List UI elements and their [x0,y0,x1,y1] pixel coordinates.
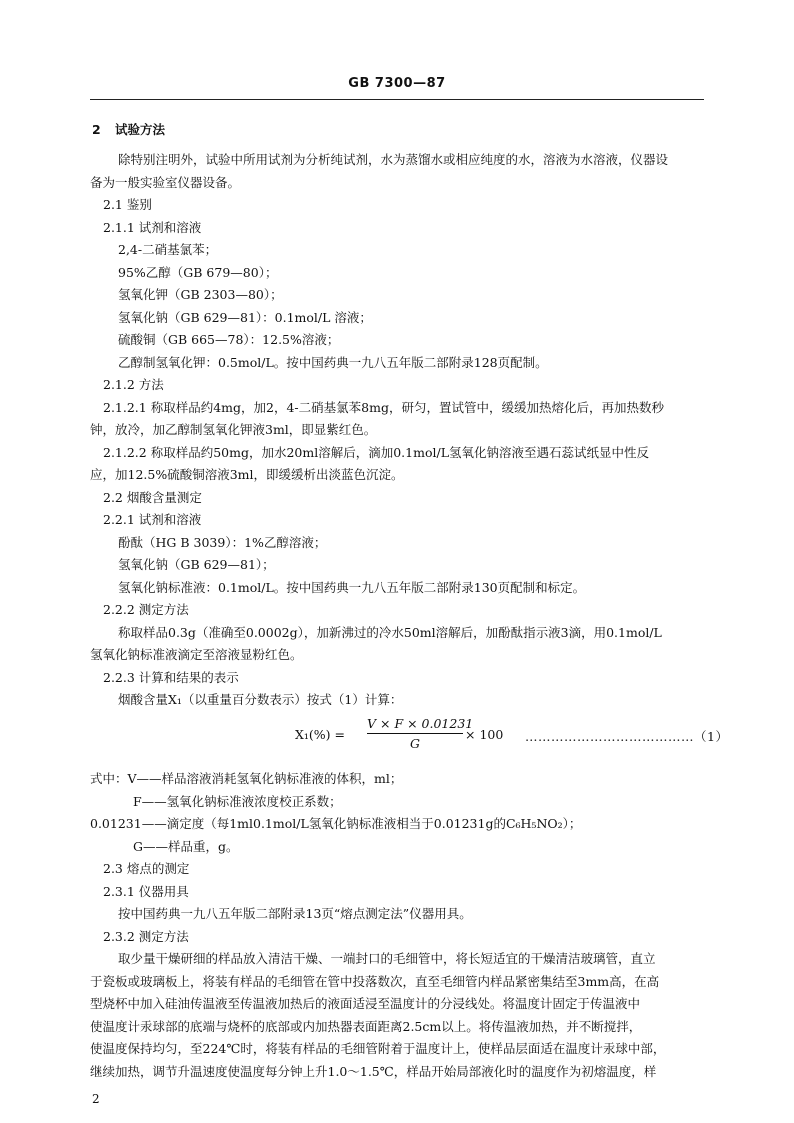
determination-line-2: 氢氧化钠标准液滴定至溶液显粉红色。 [90,647,303,662]
where-line: 式中：V——样品溶液消耗氢氧化钠标准液的体积，ml； [90,771,403,786]
heading-2-3-1: 2.3.1 仪器用具 [103,884,189,899]
section-number: 2 [92,122,101,137]
running-header: GB 7300—87 [348,76,446,91]
reagent-item: 氢氧化钠（GB 629—81）：0.1mol/L 溶液； [118,310,372,325]
reagent-item: 酚酞（HG B 3039）：1%乙醇溶液； [118,535,327,550]
fraction-bar [367,733,463,734]
heading-2-1-1: 2.1.1 试剂和溶液 [103,220,202,235]
procedure-line: 使温度计汞球部的底端与烧杯的底部或内加热器表面距离2.5cm以上。将传温液加热，并不断搅拌， [90,1019,642,1034]
heading-2-1: 2.1 鉴别 [103,197,152,212]
reagent-item: 氢氧化钠标准液：0.1mol/L。按中国药典一九八五年版二部附录130页配制和标定。 [118,580,586,595]
heading-2-2: 2.2 烟酸含量测定 [103,490,202,505]
heading-2-3: 2.3 熔点的测定 [103,861,190,876]
reagent-item: 2,4-二硝基氯苯； [118,242,218,257]
where-line: 0.01231——滴定度（每1ml0.1mol/L氢氧化钠标准液相当于0.01231g的C₆H₅NO₂）； [90,816,582,831]
heading-2-2-1: 2.2.1 试剂和溶液 [103,512,202,527]
formula-lhs: X₁(%) = [295,727,345,742]
procedure-line: 于瓷板或玻璃板上，将装有样品的毛细管在管中投落数次，直至毛细管内样品紧密集结至3mm高，在高 [90,974,660,989]
heading-2-2-2: 2.2.2 测定方法 [103,602,189,617]
intro-line-2: 备为一般实验室仪器设备。 [90,175,241,190]
formula-numerator: V × F × 0.01231 [367,716,474,731]
reagent-item: 硫酸铜（GB 665—78）：12.5%溶液； [118,332,340,347]
formula-1 [295,716,729,760]
page-number: 2 [92,1092,100,1106]
procedure-line: 型烧杯中加入硅油传温液至传温液加热后的液面适浸至温度计的分浸线处。将温度计固定于传温液中 [90,996,641,1011]
method-1-line-2: 钟，放冷，加乙醇制氢氧化钾液3ml，即显紫红色。 [90,422,377,437]
procedure-line: 使温度保持均匀，至224℃时，将装有样品的毛细管附着于温度计上，使样品层面适在温度计汞球中部， [90,1041,666,1056]
where-line: G——样品重，g。 [133,839,239,854]
heading-2-2-3: 2.2.3 计算和结果的表示 [103,670,239,685]
reagent-item: 氢氧化钾（GB 2303—80）； [118,287,283,302]
procedure-line: 取少量干燥研细的样品放入清洁干燥、一端封口的毛细管中，将长短适宜的干燥清洁玻璃管，直立 [118,951,656,966]
reagent-item: 乙醇制氢氧化钾：0.5mol/L。按中国药典一九八五年版二部附录128页配制。 [118,355,548,370]
header-rule [90,99,704,100]
method-2-line-2: 应，加12.5%硫酸铜溶液3ml，即缓缓析出淡蓝色沉淀。 [90,467,404,482]
intro-line-1: 除特别注明外，试验中所用试剂为分析纯试剂，水为蒸馏水或相应纯度的水，溶液为水溶液，仪器设 [118,152,669,167]
method-2-line-1: 2.1.2.2 称取样品约50mg，加水20ml溶解后，滴加0.1mol/L氢氧化钠溶液至遇石蕊试纸显中性反 [103,445,649,460]
section-title: 试验方法 [115,122,166,137]
instrument-text: 按中国药典一九八五年版二部附录13页“熔点测定法”仪器用具。 [118,906,472,921]
formula-denominator: G [410,736,420,751]
heading-2-1-2: 2.1.2 方法 [103,377,164,392]
equation-number: …………………………………（1） [525,729,729,744]
procedure-line: 继续加热，调节升温速度使温度每分钟上升1.0～1.5℃，样品开始局部液化时的温度作为初熔温度，样 [90,1064,657,1079]
where-line: F——氢氧化钠标准液浓度校正系数； [133,794,342,809]
heading-2-3-2: 2.3.2 测定方法 [103,929,189,944]
formula-fraction [367,716,474,751]
determination-line-1: 称取样品0.3g（准确至0.0002g），加新沸过的冷水50ml溶解后，加酚酞指示液3滴，用0.1mol/L [118,625,662,640]
reagent-item: 95%乙醇（GB 679—80）； [118,265,278,280]
reagent-item: 氢氧化钠（GB 629—81）； [118,557,275,572]
formula-multiplier: × 100 [465,727,504,742]
method-1-line-1: 2.1.2.1 称取样品约4mg，加2，4-二硝基氯苯8mg，研匀，置试管中，缓缓加热熔化后，再加热数秒 [103,400,664,415]
calc-intro: 烟酸含量X₁（以重量百分数表示）按式（1）计算： [118,692,403,707]
